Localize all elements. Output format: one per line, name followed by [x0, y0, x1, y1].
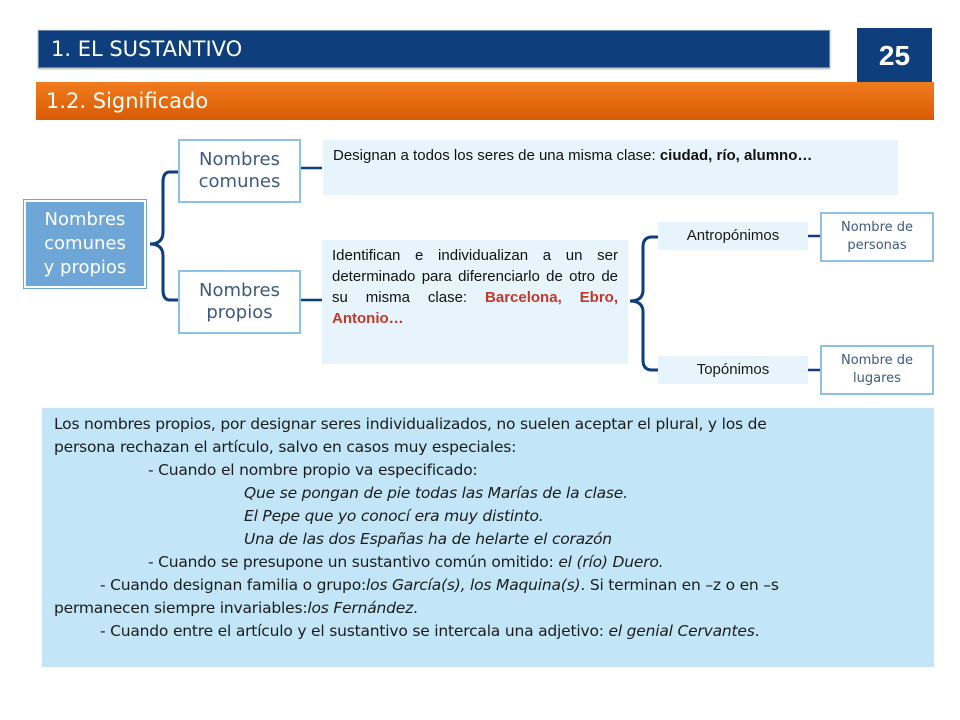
case-4-example: el genial Cervantes [608, 622, 755, 640]
period: . [754, 622, 760, 640]
notes-line [54, 551, 926, 574]
antroponimos-box: Antropónimos [658, 222, 808, 250]
comunes-label-1: Nombres [199, 149, 280, 170]
notes-line [54, 597, 926, 620]
case-3-line2-text: permanecen siempre invariables: [54, 599, 308, 617]
notes-line: persona rechazan el artículo, salvo en casos muy especiales: [54, 438, 517, 456]
case-2-text: - Cuando se presupone un sustantivo común omitido: [148, 553, 554, 571]
notes-example-line [54, 528, 926, 551]
propios-label-2: propios [206, 302, 273, 323]
comunes-examples: ciudad, río, alumno… [659, 147, 813, 164]
propios-bracket [630, 237, 658, 370]
propios-examples: Barcelona, Ebro, Antonio… [332, 289, 619, 327]
antroponimos-meaning-2: personas [847, 238, 907, 253]
example-3: Una de las dos Españas ha de helarte el corazón [244, 530, 612, 548]
antroponimos-meaning-1: Nombre de [840, 220, 914, 235]
notes-line [54, 574, 926, 597]
notes-example-line [54, 482, 926, 505]
root-bracket [150, 172, 178, 300]
case-3-text: - Cuando designan familia o grupo: [100, 576, 366, 594]
case-3-line2-example: los Fernández [307, 599, 414, 617]
toponimos-meaning-2: lugares [853, 371, 901, 386]
comunes-definition [323, 140, 898, 195]
notes-line: Los nombres propios, por designar seres individualizados, no suelen aceptar el plural, y los de [54, 415, 767, 433]
toponimos-box: Topónimos [658, 356, 808, 384]
section-title-text: 1. EL SUSTANTIVO [51, 37, 243, 61]
root-line-2: comunes [44, 233, 126, 254]
propios-box [178, 270, 301, 334]
root-concept-box [24, 200, 146, 288]
notes-line [54, 620, 926, 643]
notes-example-line [54, 505, 926, 528]
toponimos-meaning-1: Nombre de [840, 353, 914, 368]
comunes-label-2: comunes [198, 171, 281, 192]
toponimos-meaning [820, 345, 934, 395]
case-3-rest: . Si terminan en –z o en –s [580, 576, 779, 594]
propios-label-1: Nombres [199, 280, 280, 301]
page-number: 25 [857, 28, 932, 84]
notes-line: - Cuando el nombre propio va especificado: [148, 461, 478, 479]
root-line-1: Nombres [44, 209, 126, 230]
example-1: Que se pongan de pie todas las Marías de la clase. [244, 484, 628, 502]
propios-definition-text: Identifican e individualizan a un ser determinado para diferenciarlo de otro de su misma clase: [332, 247, 618, 306]
comunes-definition-text: Designan a todos los seres de una misma clase: [333, 147, 656, 164]
notes-block [42, 408, 934, 667]
case-4-text: - Cuando entre el artículo y el sustantivo se intercala una adjetivo: [100, 622, 604, 640]
propios-definition [322, 240, 628, 364]
example-2: El Pepe que yo conocí era muy distinto. [244, 507, 544, 525]
case-2-example: el (río) Duero. [558, 553, 664, 571]
root-line-3: y propios [43, 257, 127, 278]
period: . [413, 599, 418, 617]
case-3-example: los García(s), los Maquina(s) [366, 576, 581, 594]
subsection-title-text: 1.2. Significado [46, 89, 209, 113]
comunes-box [178, 139, 301, 203]
antroponimos-meaning [820, 212, 934, 262]
